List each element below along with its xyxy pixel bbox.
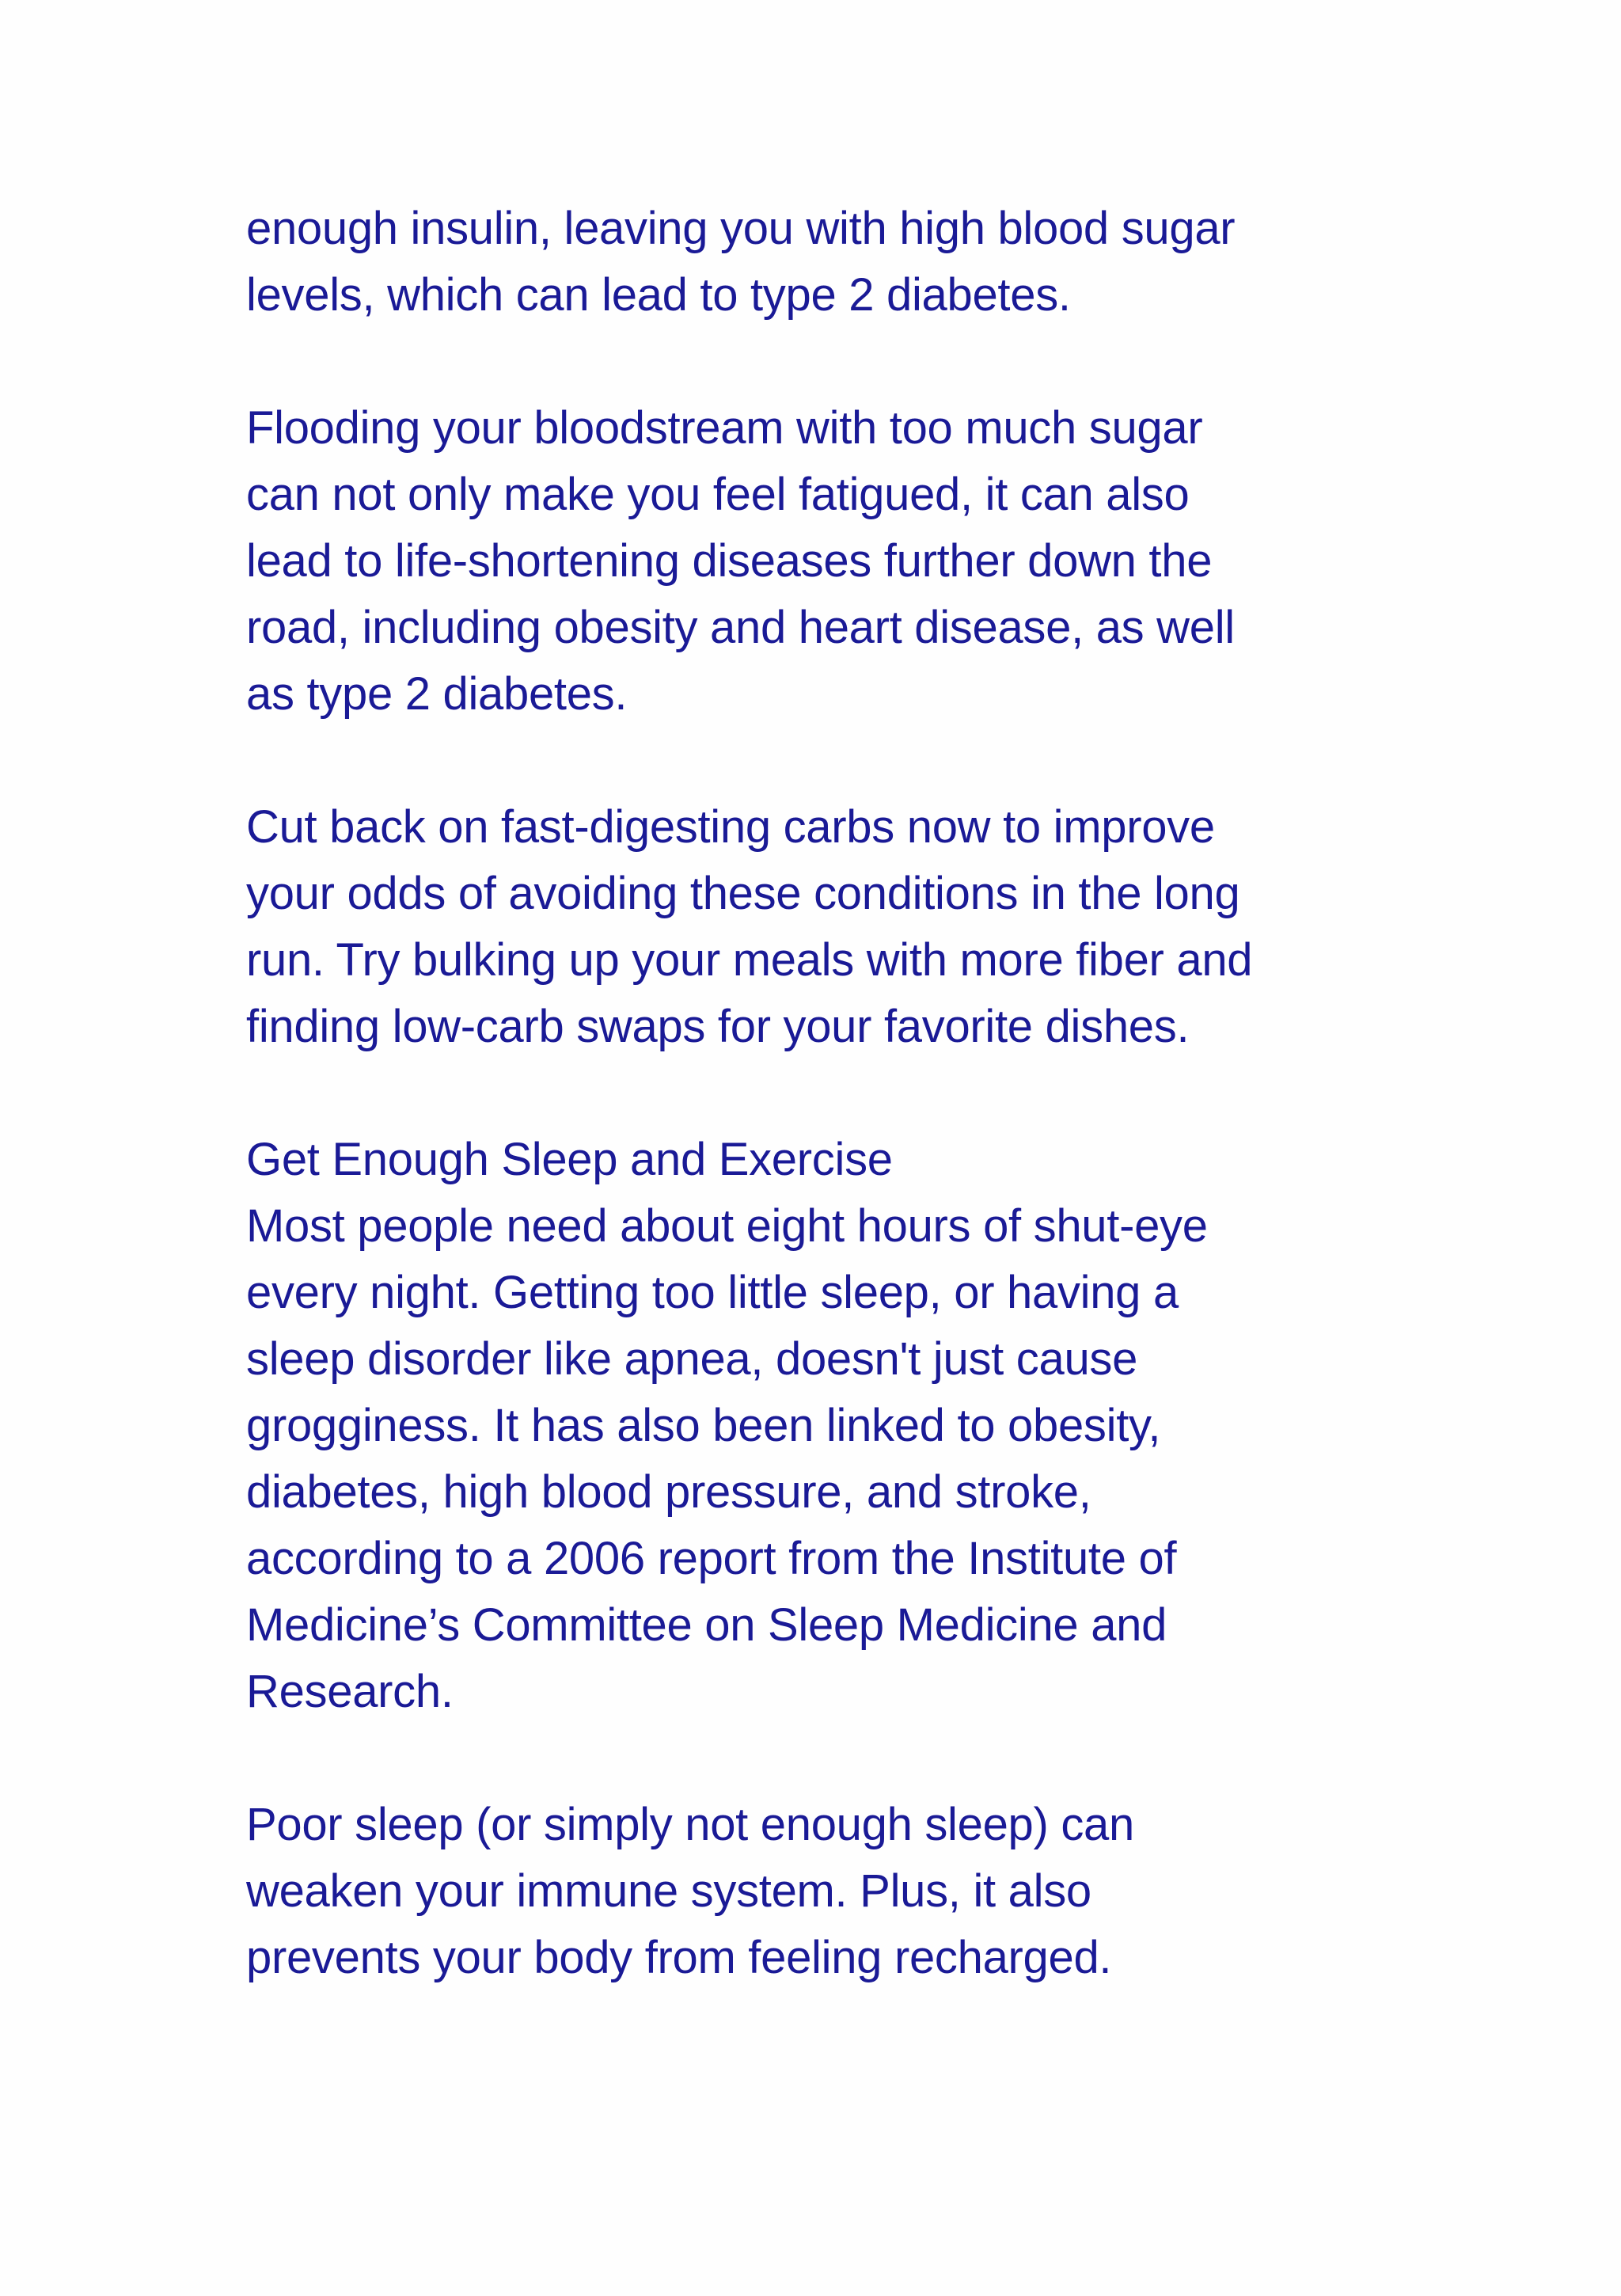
text-line: weaken your immune system. Plus, it also bbox=[246, 1865, 1091, 1917]
text-line: diabetes, high blood pressure, and stroke, bbox=[246, 1466, 1091, 1518]
text-line: Flooding your bloodstream with too much sugar bbox=[246, 402, 1203, 454]
paragraph-spacer bbox=[246, 1060, 1433, 1127]
text-line: Poor sleep (or simply not enough sleep) can bbox=[246, 1799, 1134, 1850]
text-line: according to a 2006 report from the Institute of bbox=[246, 1533, 1177, 1584]
text-line: Research. bbox=[246, 1666, 454, 1717]
paragraph-spacer bbox=[246, 329, 1433, 395]
paragraph-1 bbox=[246, 196, 1433, 329]
text-line: your odds of avoiding these conditions in the long bbox=[246, 868, 1240, 919]
paragraph-spacer bbox=[246, 1725, 1433, 1792]
text-line: Most people need about eight hours of shut-eye bbox=[246, 1200, 1208, 1252]
text-line: finding low-carb swaps for your favorite dishes. bbox=[246, 1001, 1190, 1052]
text-line: prevents your body from feeling recharged. bbox=[246, 1932, 1112, 1983]
text-line: enough insulin, leaving you with high blood sugar bbox=[246, 203, 1236, 254]
section-heading: Get Enough Sleep and Exercise bbox=[246, 1134, 893, 1185]
document-body bbox=[246, 196, 1433, 1991]
text-line: can not only make you feel fatigued, it can also bbox=[246, 469, 1190, 520]
text-line: run. Try bulking up your meals with more fiber and bbox=[246, 934, 1253, 986]
text-line: levels, which can lead to type 2 diabetes. bbox=[246, 269, 1071, 321]
paragraph-2 bbox=[246, 395, 1433, 728]
text-line: Medicine’s Committee on Sleep Medicine and bbox=[246, 1599, 1167, 1651]
text-line: lead to life-shortening diseases further down the bbox=[246, 535, 1213, 587]
paragraph-5 bbox=[246, 1792, 1433, 1991]
paragraph-4 bbox=[246, 1127, 1433, 1725]
paragraph-spacer bbox=[246, 728, 1433, 794]
text-line: grogginess. It has also been linked to obesity, bbox=[246, 1400, 1161, 1451]
text-line: road, including obesity and heart disease, as well bbox=[246, 602, 1235, 653]
paragraph-3 bbox=[246, 794, 1433, 1060]
text-line: Cut back on fast-digesting carbs now to improve bbox=[246, 801, 1215, 853]
text-line: as type 2 diabetes. bbox=[246, 668, 628, 720]
text-line: every night. Getting too little sleep, or having a bbox=[246, 1267, 1179, 1318]
text-line: sleep disorder like apnea, doesn't just cause bbox=[246, 1333, 1138, 1385]
